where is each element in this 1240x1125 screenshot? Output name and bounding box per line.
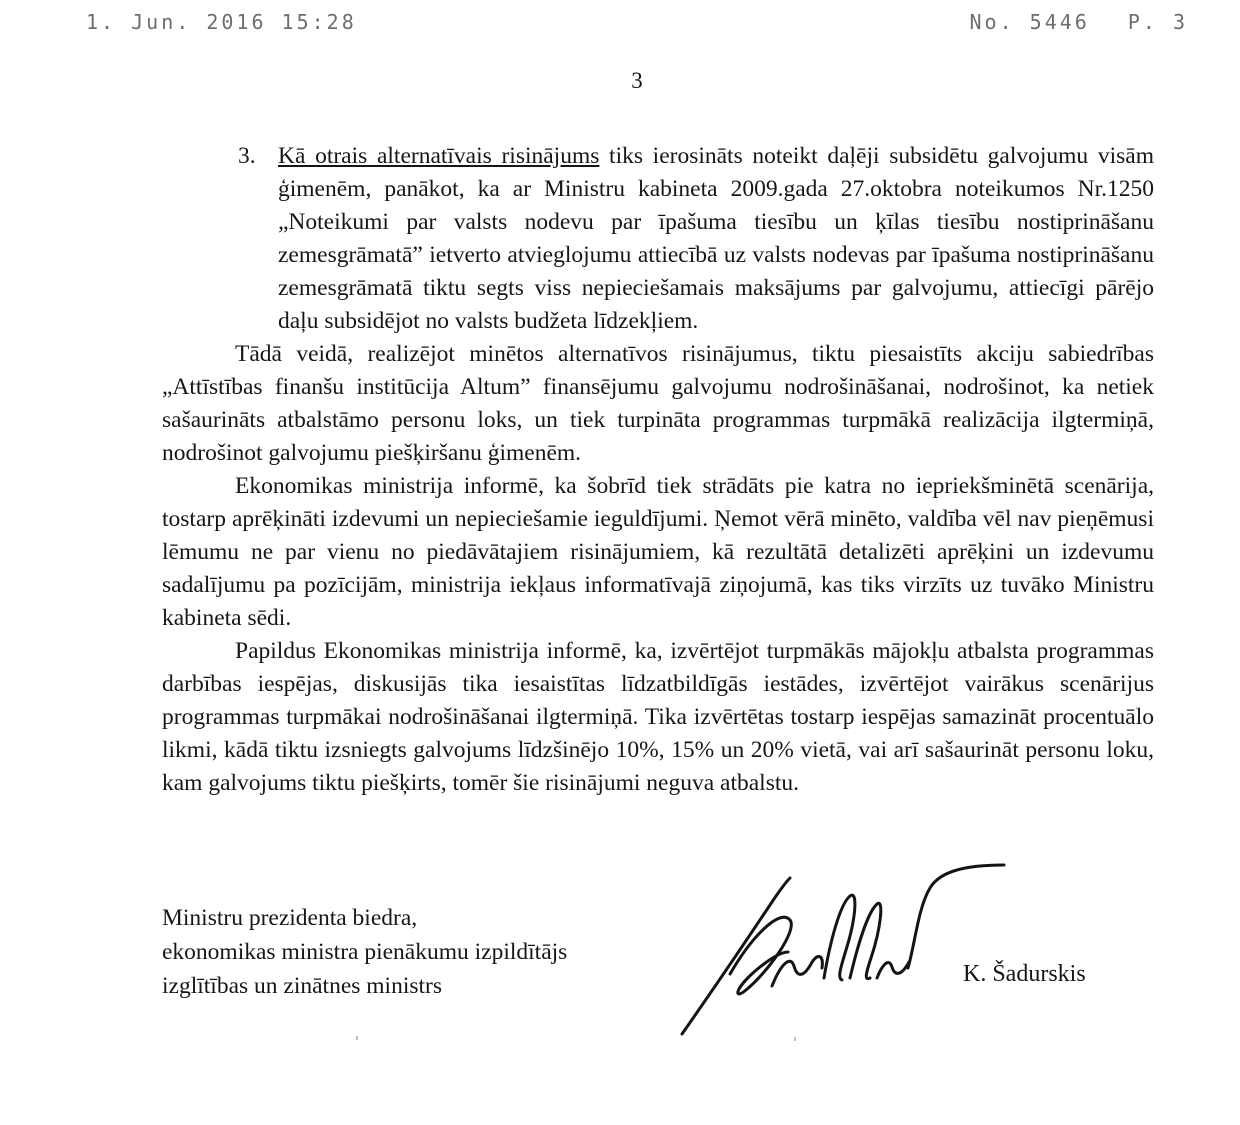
page-number: 3	[631, 68, 643, 93]
fax-header	[86, 10, 1188, 34]
fax-datetime: 1. Jun. 2016 15:28	[86, 10, 357, 34]
underlined-phrase: Kā otrais alternatīvais risinājums	[278, 143, 600, 169]
list-item-text	[278, 140, 1154, 338]
signer-name: K. Šadurskis	[963, 961, 1086, 987]
signer-title-line-3: izglītības un zinātnes ministrs	[162, 973, 443, 999]
paragraph-3: Papildus Ekonomikas ministrija informē, ka, izvērtējot turpmākās mājokļu atbalsta programmas darbības iespējas, diskusijās tika iesaistītas līdzatbildīgās iestādes, izvērtējot vairākus scenārijus programmas turpmākai nodrošināšanai ilgtermiņā. Tika izvērtētas tostarp iespējas samazināt procentuālo likmi, kādā tiktu izsniegts galvojums līdzšinējo 10%, 15% un 20% vietā, vai arī sašaurināt personu loku, kam galvojums tiktu piešķirts, tomēr šie risinājumi neguva atbalstu.	[162, 638, 1154, 796]
signature-title-block	[162, 901, 567, 1003]
scan-speck	[794, 1037, 796, 1041]
fax-header-right	[970, 10, 1189, 34]
scan-speck	[356, 1036, 358, 1040]
signer-title-line-2: ekonomikas ministra pienākumu izpildītājs	[162, 939, 568, 965]
list-item-3	[238, 140, 1154, 338]
list-item-number: 3.	[238, 143, 256, 169]
handwritten-signature	[672, 846, 1008, 1042]
paragraph-1: Tādā veidā, realizējot minētos alternatīvos risinājumus, tiktu piesaistīts akciju sabiedrības „Attīstības finanšu institūcija Altum” finansējumu galvojumu nodrošināšanai, nodrošinot, ka netiek sašaurināts atbalstāmo personu loks, un tiek turpināta programmas turpmākā realizācija ilgtermiņā, nodrošinot galvojumu piešķiršanu ģimenēm.	[162, 341, 1154, 466]
list-item-rest: tiks ierosināts noteikt daļēji subsidētu galvojumu visām ģimenēm, panākot, ka ar Ministru kabineta 2009.gada 27.oktobra noteikumos Nr.1250 „Noteikumi par valsts nodevu par īpašuma tiesību un ķīlas tiesību nostiprināšanu zemesgrāmatā” ietverto atvieglojumu attiecībā uz valsts nodevas par īpašuma nostiprināšanu zemesgrāmatā tiktu segts viss nepieciešamais maksājums par galvojumu, attiecīgi pārējo daļu subsidējot no valsts budžeta līdzekļiem.	[278, 143, 1154, 334]
fax-page-indicator: P. 3	[1127, 10, 1188, 34]
signer-title-line-1: Ministru prezidenta biedra,	[162, 905, 418, 931]
fax-number: No. 5446	[969, 10, 1090, 34]
paragraph-2: Ekonomikas ministrija informē, ka šobrīd tiek strādāts pie katra no iepriekšminētā scenārija, tostarp aprēķināti izdevumi un nepieciešamie ieguldījumi. Ņemot vērā minēto, valdība vēl nav pieņēmusi lēmumu ne par vienu no piedāvātajiem risinājumiem, kā rezultātā detalizēti aprēķini un izdevumu sadalījumu pa pozīcijām, ministrija iekļaus informatīvajā ziņojumā, kas tiks virzīts uz tuvāko Ministru kabineta sēdi.	[162, 473, 1154, 631]
document-body	[162, 140, 1154, 800]
